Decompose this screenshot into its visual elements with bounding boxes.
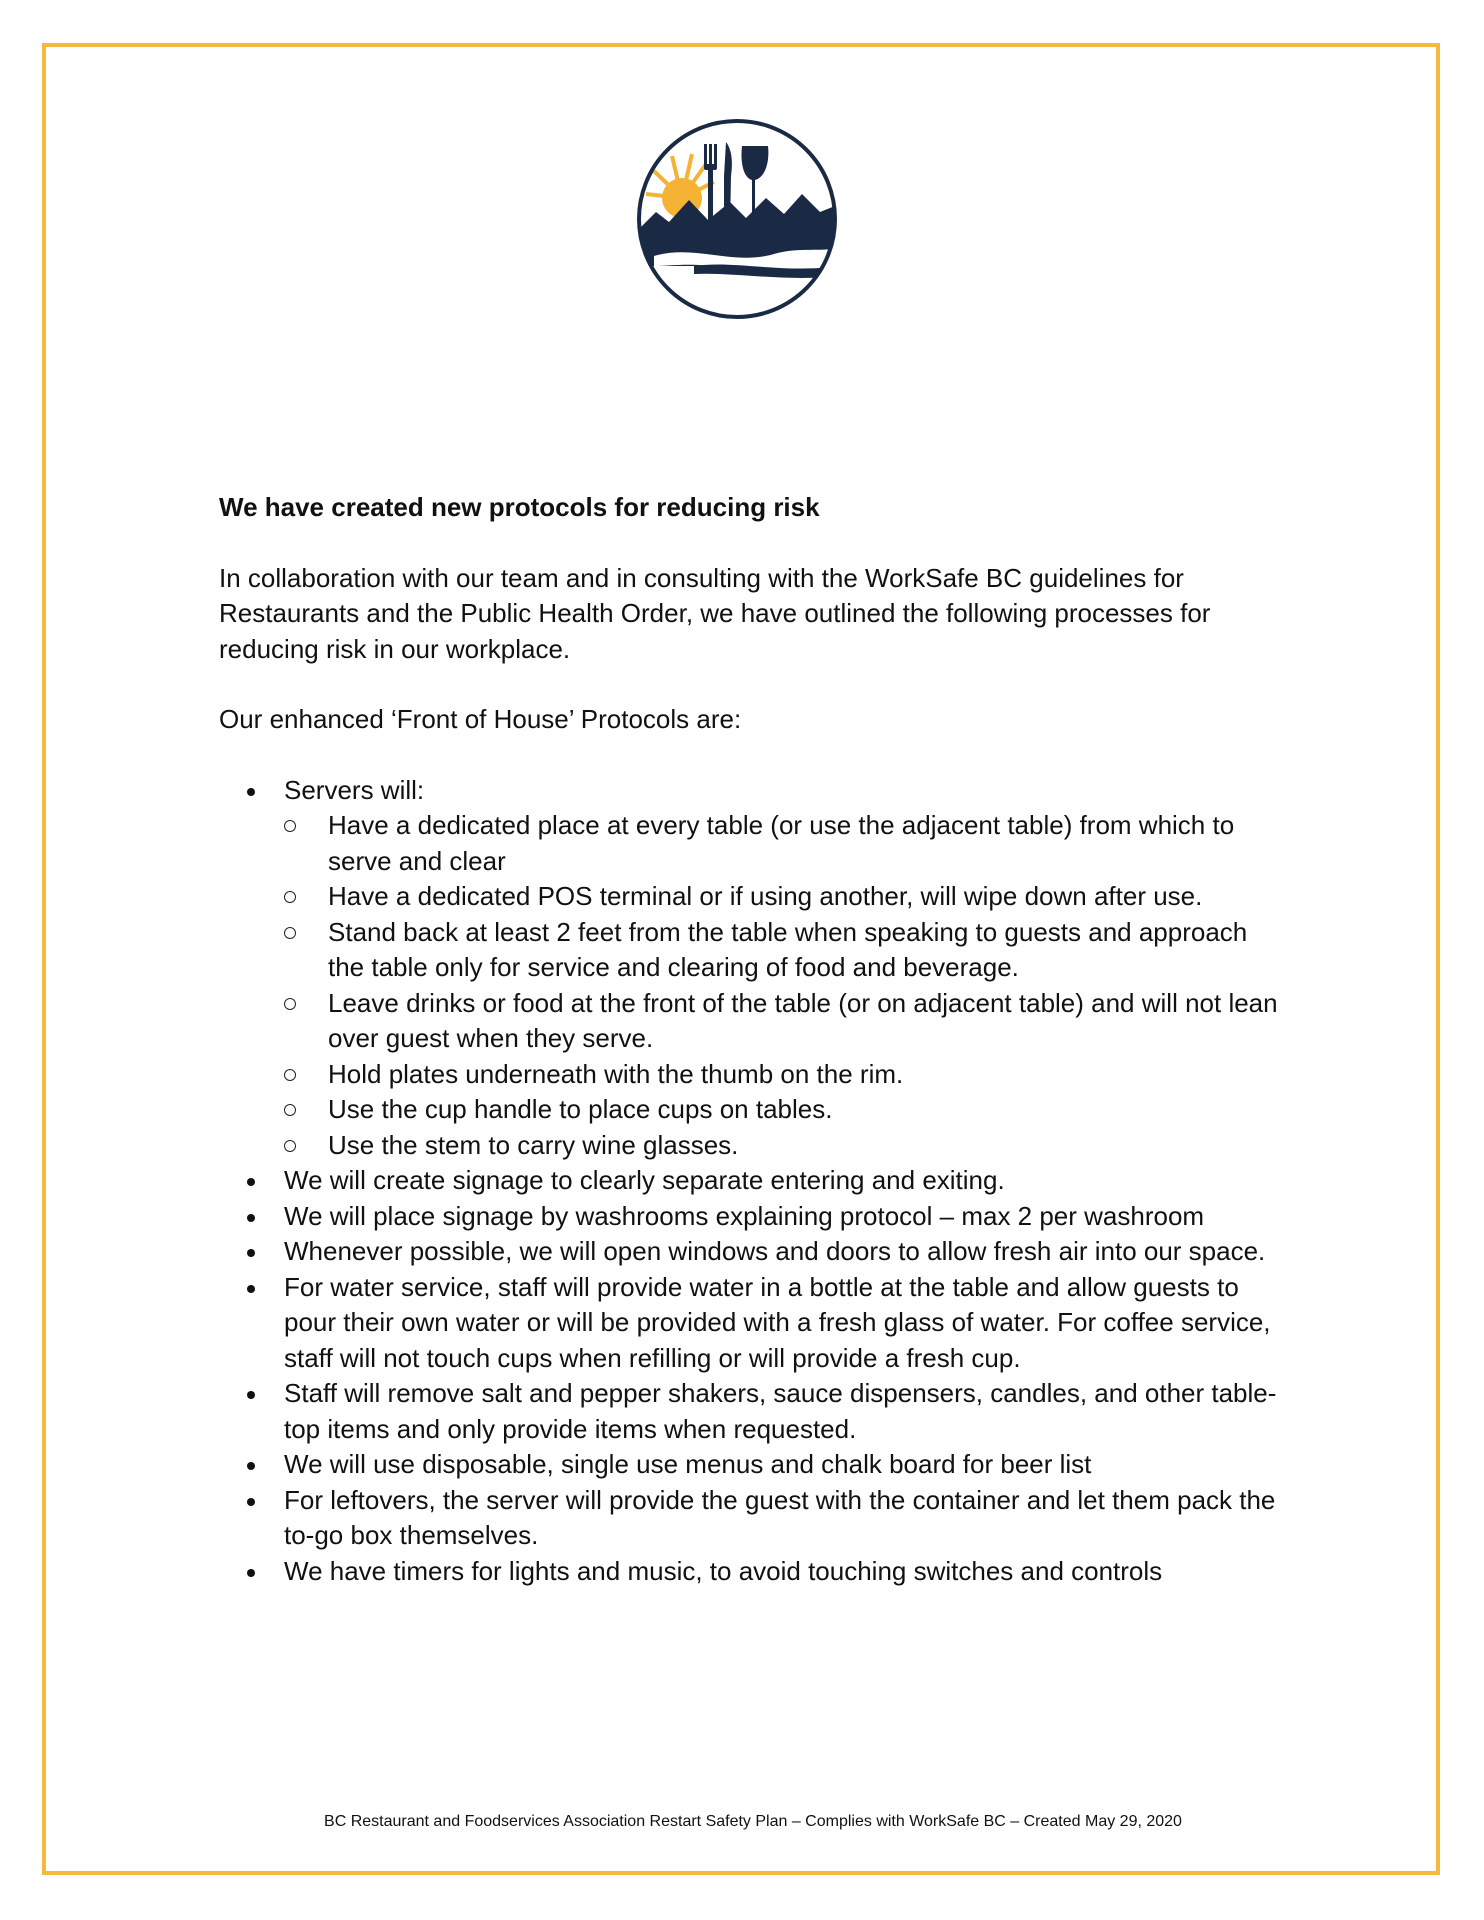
list-item: We have timers for lights and music, to avoid touching switches and controls bbox=[219, 1554, 1279, 1590]
sub-list-item: Leave drinks or food at the front of the table (or on adjacent table) and will not lean over guest when they serve. bbox=[284, 986, 1279, 1057]
list-item bbox=[219, 773, 1279, 1164]
sub-list-item: Use the cup handle to place cups on tables. bbox=[284, 1092, 1279, 1128]
list-item: For water service, staff will provide water in a bottle at the table and allow guests to pour their own water or will be provided with a fresh glass of water. For coffee service, staff will not touch cups when refilling or will provide a fresh cup. bbox=[219, 1270, 1279, 1377]
document-body bbox=[219, 490, 1279, 1589]
bullet-icon bbox=[241, 1163, 261, 1199]
bullet-icon bbox=[241, 1483, 261, 1519]
intro-paragraph: In collaboration with our team and in consulting with the WorkSafe BC guidelines for Restaurants and the Public Health Order, we have outlined the following processes for reducing risk in our workplace. bbox=[219, 562, 1211, 664]
circle-bullet-icon bbox=[284, 1104, 296, 1116]
circle-bullet-icon bbox=[284, 1140, 296, 1152]
bullet-icon bbox=[241, 1447, 261, 1483]
circle-bullet-icon bbox=[284, 891, 296, 903]
bullet-icon bbox=[241, 1270, 261, 1306]
sub-list-item: Have a dedicated place at every table (or use the adjacent table) from which to serve and clear bbox=[284, 808, 1279, 879]
sub-list-item: Hold plates underneath with the thumb on the rim. bbox=[284, 1057, 1279, 1093]
protocol-list bbox=[219, 773, 1279, 1590]
list-item: Whenever possible, we will open windows and doors to allow fresh air into our space. bbox=[219, 1234, 1279, 1270]
circle-bullet-icon bbox=[284, 927, 296, 939]
section-heading: We have created new protocols for reducing risk bbox=[219, 492, 820, 522]
restaurant-logo bbox=[634, 116, 840, 322]
server-sublist bbox=[284, 808, 1279, 1163]
bullet-icon bbox=[241, 1199, 261, 1235]
sub-list-item: Stand back at least 2 feet from the table when speaking to guests and approach the table only for service and clearing of food and beverage. bbox=[284, 915, 1279, 986]
sub-list-item: Use the stem to carry wine glasses. bbox=[284, 1128, 1279, 1164]
sub-list-item: Have a dedicated POS terminal or if using another, will wipe down after use. bbox=[284, 879, 1279, 915]
list-item: For leftovers, the server will provide the guest with the container and let them pack the to-go box themselves. bbox=[219, 1483, 1279, 1554]
bullet-icon bbox=[241, 773, 261, 809]
bullet-icon bbox=[241, 1554, 261, 1590]
lead-paragraph: Our enhanced ‘Front of House’ Protocols are: bbox=[219, 704, 742, 734]
circle-bullet-icon bbox=[284, 1069, 296, 1081]
list-item: Staff will remove salt and pepper shakers, sauce dispensers, candles, and other table-top items and only provide items when requested. bbox=[219, 1376, 1279, 1447]
list-item: We will place signage by washrooms explaining protocol – max 2 per washroom bbox=[219, 1199, 1279, 1235]
bullet-icon bbox=[241, 1376, 261, 1412]
bullet-icon bbox=[241, 1234, 261, 1270]
list-item: We will create signage to clearly separate entering and exiting. bbox=[219, 1163, 1279, 1199]
servers-label: Servers will: bbox=[284, 774, 425, 805]
circle-bullet-icon bbox=[284, 998, 296, 1010]
page-footer: BC Restaurant and Foodservices Association Restart Safety Plan – Complies with WorkSafe BC – Created May 29, 2020 bbox=[324, 1813, 1182, 1830]
list-item: We will use disposable, single use menus and chalk board for beer list bbox=[219, 1447, 1279, 1483]
circle-bullet-icon bbox=[284, 820, 296, 832]
